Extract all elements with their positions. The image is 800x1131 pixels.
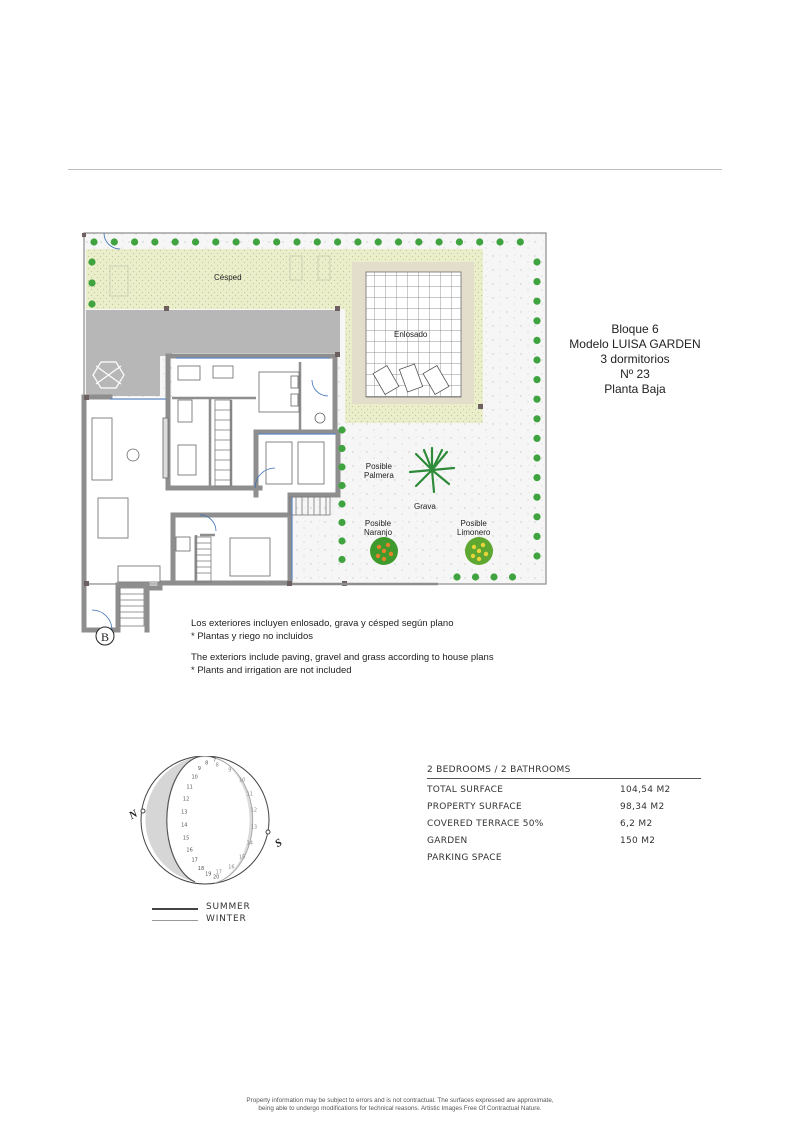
legend-summer: [152, 902, 251, 914]
hedge-shrub: [509, 573, 516, 580]
hedge-shrub: [533, 258, 540, 265]
summer-line-swatch: [152, 908, 198, 910]
summer-hour-label: 20: [213, 874, 220, 881]
winter-hour-label: 13: [250, 824, 258, 831]
winter-line-swatch: [152, 920, 198, 921]
hedge-shrub: [233, 238, 240, 245]
plan-notes: [191, 617, 494, 677]
legend-summer-label: SUMMER: [206, 902, 251, 912]
summer-hour-label: 7: [213, 757, 217, 764]
unit-number: Nº 23: [620, 367, 650, 381]
hedge-shrub: [375, 238, 382, 245]
spec-label: PARKING SPACE: [427, 853, 502, 863]
surface-specs: [427, 765, 701, 870]
label-naranjo: Posible Naranjo: [364, 519, 393, 537]
summer-hour-label: 8: [205, 760, 209, 767]
hedge-shrub: [88, 279, 95, 286]
paving-loungers: [373, 364, 449, 394]
summer-hour-label: 9: [197, 766, 201, 773]
winter-hour-label: 12: [250, 807, 258, 814]
hedge-shrub: [253, 238, 260, 245]
winter-hour-label: 17: [215, 869, 222, 876]
hedge-shrub: [476, 238, 483, 245]
spec-label: GARDEN: [427, 836, 468, 846]
model-name: Modelo LUISA GARDEN: [569, 337, 701, 351]
hedge-shrub: [88, 300, 95, 307]
water-heater-icon: [315, 413, 325, 423]
summer-hour-label: 13: [181, 809, 188, 816]
hedge-shrub: [334, 238, 341, 245]
summer-hour-label: 10: [191, 774, 198, 781]
hedge-shrub: [338, 426, 345, 433]
hedge-shrub: [533, 454, 540, 461]
spec-value: 98,34 M2: [620, 802, 665, 812]
hedge-shrub: [533, 494, 540, 501]
hedge-shrub: [533, 533, 540, 540]
spec-value: 150 M2: [620, 836, 656, 846]
label-limonero: Posible Limonero: [457, 519, 491, 537]
hedge-shrub: [338, 519, 345, 526]
unit-title-block: [560, 322, 710, 397]
north-point: [141, 809, 145, 813]
hedge-shrub: [533, 337, 540, 344]
hedge-shrub: [395, 238, 402, 245]
winter-hour-label: 8: [215, 762, 219, 769]
hedge-shrub: [533, 435, 540, 442]
hedge-shrub: [90, 238, 97, 245]
north-label: N: [127, 807, 140, 823]
hedge-shrub: [338, 537, 345, 544]
hedge-shrub: [436, 238, 443, 245]
hedge-shrub: [293, 238, 300, 245]
hedge-shrub: [533, 317, 540, 324]
hedge-shrub: [354, 238, 361, 245]
legend-winter-label: WINTER: [206, 914, 247, 924]
hedge-shrub: [490, 573, 497, 580]
specs-heading: 2 BEDROOMS / 2 BATHROOMS: [427, 765, 701, 779]
sun-orientation-diagram: [125, 756, 295, 886]
hedge-shrub: [172, 238, 179, 245]
summer-hour-label: 16: [186, 847, 193, 854]
south-point: [266, 830, 270, 834]
hedge-shrub: [533, 278, 540, 285]
spec-label: TOTAL SURFACE: [427, 785, 504, 795]
south-label: S: [273, 836, 285, 851]
spec-value: 104,54 M2: [620, 785, 671, 795]
hedge-shrub: [533, 376, 540, 383]
hedge-shrub: [338, 445, 345, 452]
summer-hour-label: 14: [181, 822, 188, 829]
spec-value: 6,2 M2: [620, 819, 653, 829]
hedge-shrub: [88, 258, 95, 265]
note-en-1: The exteriors include paving, gravel and grass according to house plans: [191, 652, 494, 663]
legal-disclaimer: [0, 1097, 800, 1113]
hedge-shrub: [453, 573, 460, 580]
hedge-shrub: [192, 238, 199, 245]
disclaimer-line-1: Property information may be subject to errors and is not contractual. The surfaces expressed are approximate,: [246, 1097, 554, 1104]
block-number: Bloque 6: [611, 322, 659, 336]
hedge-shrub: [533, 474, 540, 481]
lemon-tree-icon: [465, 537, 493, 565]
bedroom-count: 3 dormitorios: [600, 352, 670, 366]
summer-hour-label: 19: [205, 871, 212, 878]
hedge-shrub: [415, 238, 422, 245]
spec-row: [427, 819, 701, 836]
summer-hour-label: 17: [191, 857, 198, 864]
hedge-shrub: [338, 463, 345, 470]
hedge-shrub: [517, 238, 524, 245]
hedge-shrub: [533, 415, 540, 422]
winter-hour-label: 11: [246, 791, 253, 798]
hedge-shrub: [533, 513, 540, 520]
winter-hour-label: 14: [246, 840, 253, 847]
disclaimer-line-2: being able to undergo modifications for technical reasons. Artistic Images Free Of Contractual Nature.: [258, 1105, 542, 1112]
summer-hour-label: 18: [197, 865, 205, 872]
bed-third: [230, 538, 270, 576]
spec-row: [427, 836, 701, 853]
entrance-b-letter: B: [100, 630, 110, 644]
hedge-shrub: [131, 238, 138, 245]
hedge-shrub: [151, 238, 158, 245]
hedge-shrub: [338, 500, 345, 507]
hedge-shrub: [533, 298, 540, 305]
hedge-shrub: [338, 556, 345, 563]
spec-row: [427, 802, 701, 819]
spec-row: [427, 785, 701, 802]
hedge-shrub: [472, 573, 479, 580]
note-es-2: * Plantas y riego no incluidos: [191, 631, 313, 642]
winter-hour-label: 16: [228, 864, 235, 871]
floor-level: Planta Baja: [604, 382, 666, 396]
summer-hour-label: 11: [186, 784, 193, 791]
hedge-shrub: [533, 396, 540, 403]
spec-row: [427, 853, 701, 870]
orange-tree-icon: [370, 537, 398, 565]
spec-label: PROPERTY SURFACE: [427, 802, 523, 812]
hedge-shrub: [212, 238, 219, 245]
summer-hour-label: 15: [182, 835, 190, 842]
hedge-shrub: [314, 238, 321, 245]
note-es-1: Los exteriores incluyen enlosado, grava y césped según plano: [191, 618, 454, 629]
label-enlosado: Enlosado: [394, 330, 428, 339]
hedge-shrub: [338, 482, 345, 489]
hedge-shrub: [273, 238, 280, 245]
note-en-2: * Plants and irrigation are not included: [191, 665, 352, 676]
hedge-shrub: [111, 238, 118, 245]
sun-legend: [152, 902, 251, 926]
label-cesped: Césped: [214, 273, 242, 282]
bed-master: [259, 372, 299, 412]
hedge-shrub: [496, 238, 503, 245]
winter-hour-label: 10: [238, 777, 246, 784]
legend-winter: [152, 914, 251, 926]
label-grava: Grava: [414, 502, 436, 511]
label-palmera: Posible Palmera: [364, 462, 394, 480]
summer-hour-label: 12: [182, 796, 190, 803]
winter-hour-label: 15: [238, 854, 246, 861]
hedge-shrub: [456, 238, 463, 245]
spec-label: COVERED TERRACE 50%: [427, 819, 544, 829]
winter-hour-label: 9: [228, 767, 232, 774]
hedge-shrub: [533, 356, 540, 363]
hedge-shrub: [533, 552, 540, 559]
